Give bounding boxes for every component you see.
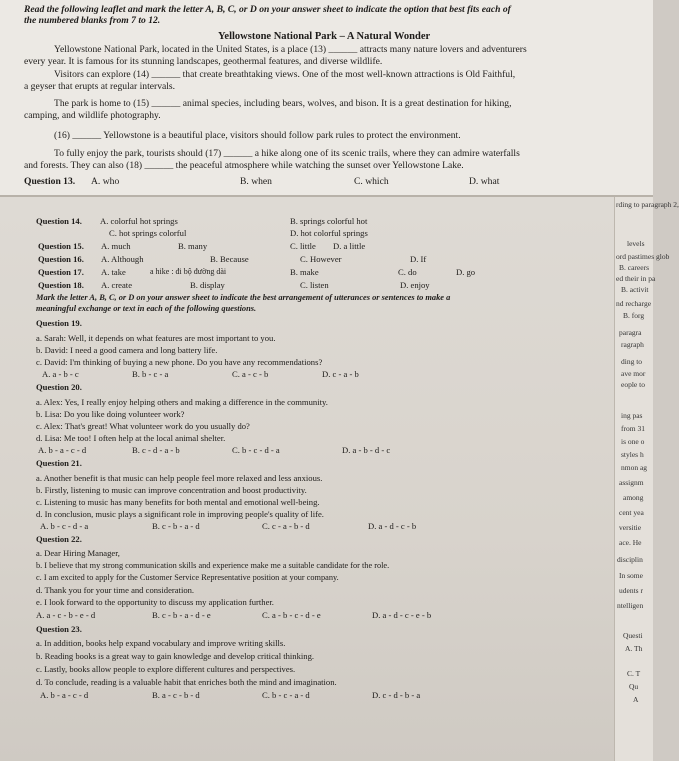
q19-line-b: b. David: I need a good camera and long battery life. (36, 345, 218, 355)
q18-label: Question 18. (38, 280, 84, 290)
q18-option-b[interactable]: B. display (190, 280, 225, 290)
questions-section (0, 197, 656, 761)
q14-option-d[interactable]: D. hot colorful springs (290, 228, 368, 238)
q19-label: Question 19. (36, 318, 82, 328)
q22-option-b[interactable]: B. c - b - a - d - e (152, 610, 211, 620)
leaflet-p1-line1: Yellowstone National Park, located in the United States, is a place (13) ______ attracts many nature lovers and adventurers (54, 44, 527, 55)
q15-option-b[interactable]: B. many (178, 241, 208, 251)
leaflet-p5-line2: and forests. They can also (18) ______ the peaceful atmosphere while watching the sunset over Yellowstone Lake. (24, 160, 464, 171)
q17-handwritten-note: a hike : đi bộ đường dài (150, 267, 227, 276)
edge-fragment: is one o (621, 437, 645, 446)
next-page-edge (614, 197, 679, 761)
q21-option-d[interactable]: D. a - d - c - b (368, 521, 417, 531)
q20-line-d: d. Lisa: Me too! I often help at the local animal shelter. (36, 433, 226, 443)
edge-fragment: Questi (623, 631, 643, 640)
q22-line-a: a. Dear Hiring Manager, (36, 548, 120, 558)
q20-option-d[interactable]: D. a - b - d - c (342, 445, 391, 455)
q20-option-c[interactable]: C. b - c - d - a (232, 445, 280, 455)
q20-line-a: a. Alex: Yes, I really enjoy helping others and making a difference in the community. (36, 397, 328, 407)
leaflet-p3-line1: The park is home to (15) ______ animal species, including bears, wolves, and bison. It is a great destination for hiking, (54, 98, 512, 109)
q17-label: Question 17. (38, 267, 84, 277)
q23-label: Question 23. (36, 624, 82, 634)
q22-option-a[interactable]: A. a - c - b - e - d (36, 610, 96, 620)
edge-fragment: versitie (619, 523, 642, 532)
q17-option-a[interactable]: A. take (101, 267, 126, 277)
q22-label: Question 22. (36, 534, 82, 544)
q18-option-d[interactable]: D. enjoy (400, 280, 430, 290)
q20-line-c: c. Alex: That's great! What volunteer work do you usually do? (36, 421, 250, 431)
q23-line-a: a. In addition, books help expand vocabulary and improve writing skills. (36, 638, 286, 648)
q13-option-a[interactable]: A. who (91, 176, 120, 187)
leaflet-p1-line2: every year. It is famous for its stunning landscapes, geothermal features, and diverse wildlife. (24, 56, 383, 67)
q16-option-d[interactable]: D. If (410, 254, 427, 264)
edge-fragment: levels (627, 239, 645, 248)
edge-fragment: assignm (619, 478, 644, 487)
q21-option-b[interactable]: B. c - b - a - d (152, 521, 200, 531)
q17-option-c[interactable]: C. do (398, 267, 417, 277)
leaflet-p2-line2: a geyser that erupts at regular intervals. (24, 81, 176, 92)
q16-label: Question 16. (38, 254, 84, 264)
instructions2-line-2: meaningful exchange or text in each of the following questions. (36, 304, 257, 313)
leaflet-title: Yellowstone National Park – A Natural Wonder (218, 31, 431, 42)
q23-option-d[interactable]: D. c - d - b - a (372, 690, 421, 700)
instructions-line-2: the numbered blanks from 7 to 12. (24, 15, 161, 26)
q21-line-b: b. Firstly, listening to music can improve concentration and boost productivity. (36, 485, 307, 495)
q22-line-e: e. I look forward to the opportunity to discuss my application further. (36, 597, 274, 607)
leaflet-p5-line1: To fully enjoy the park, tourists should (17) ______ a hike along one of its scenic trails, where they can admire waterfalls (54, 148, 520, 159)
q16-option-b[interactable]: B. Because (210, 254, 249, 264)
q19-option-c[interactable]: C. a - c - b (232, 369, 269, 379)
q16-option-a[interactable]: A. Although (101, 254, 144, 264)
q22-option-d[interactable]: D. a - d - c - e - b (372, 610, 432, 620)
q22-line-d: d. Thank you for your time and consideration. (36, 585, 195, 595)
leaflet-section (0, 0, 653, 197)
q15-option-c[interactable]: C. little (290, 241, 316, 251)
edge-fragment: nmon ag (621, 463, 648, 472)
q17-option-d[interactable]: D. go (456, 267, 476, 277)
q23-line-d: d. To conclude, reading is a valuable habit that enriches both the mind and imagination. (36, 677, 337, 687)
instructions2-line-1: Mark the letter A, B, C, or D on your answer sheet to indicate the best arrangement of utterances or sentences to make a (36, 293, 451, 302)
q14-option-a[interactable]: A. colorful hot springs (100, 216, 178, 226)
q14-option-b[interactable]: B. springs colorful hot (290, 216, 368, 226)
q23-option-a[interactable]: A. b - a - c - d (40, 690, 89, 700)
q13-option-d[interactable]: D. what (469, 176, 500, 187)
edge-fragment: B. forg (623, 311, 645, 320)
q13-option-b[interactable]: B. when (240, 176, 272, 187)
edge-fragment: ragraph (621, 340, 644, 349)
q21-option-a[interactable]: A. b - c - d - a (40, 521, 89, 531)
q18-option-a[interactable]: A. create (101, 280, 133, 290)
edge-fragment: ace. He (619, 538, 642, 547)
q19-line-a: a. Sarah: Well, it depends on what features are most important to you. (36, 333, 276, 343)
edge-fragment: C. T (627, 669, 641, 678)
edge-fragment: from 31 (621, 424, 645, 433)
leaflet-p4-line1: (16) ______ Yellowstone is a beautiful place, visitors should follow park rules to protect the environment. (54, 130, 461, 141)
q22-line-c: c. I am excited to apply for the Customer Service Representative position at your company. (36, 573, 339, 582)
q19-option-a[interactable]: A. a - b - c (42, 369, 79, 379)
edge-fragment: A. Th (625, 644, 643, 653)
edge-fragment: ed their in pa (616, 274, 656, 283)
q21-line-d: d. In conclusion, music plays a significant role in improving people's quality of life. (36, 509, 324, 519)
edge-fragment: ntelligen (617, 601, 644, 610)
leaflet-p2-line1: Visitors can explore (14) ______ that create breathtaking views. One of the most well-known attractions is Old Faithful, (54, 69, 516, 80)
q14-label: Question 14. (36, 216, 82, 226)
q19-option-d[interactable]: D. c - a - b (322, 369, 359, 379)
q20-option-b[interactable]: B. c - d - a - b (132, 445, 180, 455)
edge-fragment: Qu (629, 682, 639, 691)
q20-option-a[interactable]: A. b - a - c - d (38, 445, 87, 455)
q13-label: Question 13. (24, 176, 76, 187)
edge-fragment: ding to (621, 357, 643, 366)
edge-fragment: paragra (619, 328, 642, 337)
q23-option-c[interactable]: C. b - c - a - d (262, 690, 310, 700)
q21-option-c[interactable]: C. c - a - b - d (262, 521, 310, 531)
q14-option-c[interactable]: C. hot springs colorful (109, 228, 187, 238)
edge-fragment: udents r (619, 586, 643, 595)
q15-label: Question 15. (38, 241, 84, 251)
edge-fragment: B. activit (621, 285, 649, 294)
q23-option-b[interactable]: B. a - c - b - d (152, 690, 200, 700)
q21-label: Question 21. (36, 458, 82, 468)
q22-line-b: b. I believe that my strong communication skills and experience make me a suitable candidate for the role. (36, 561, 390, 570)
edge-fragment: among (623, 493, 644, 502)
q21-line-a: a. Another benefit is that music can help people feel more relaxed and less anxious. (36, 473, 323, 483)
q20-line-b: b. Lisa: Do you like doing volunteer work? (36, 409, 185, 419)
edge-fragment: rding to paragraph 2, (616, 200, 679, 209)
q15-option-d[interactable]: D. a little (333, 241, 366, 251)
edge-fragment: eople to (621, 380, 645, 389)
edge-fragment: In some (619, 571, 643, 580)
q18-option-c[interactable]: C. listen (300, 280, 329, 290)
q19-line-c: c. David: I'm thinking of buying a new phone. Do you have any recommendations? (36, 357, 323, 367)
edge-fragment: B. careers (619, 263, 649, 272)
instructions-line-1: Read the following leaflet and mark the letter A, B, C, or D on your answer sheet to indicate the option that best fits each of (24, 4, 511, 15)
q16-option-c[interactable]: C. However (300, 254, 342, 264)
q23-line-c: c. Lastly, books allow people to explore different cultures and perspectives. (36, 664, 296, 674)
edge-fragment: ave mor (621, 369, 646, 378)
edge-fragment: ing pas (621, 411, 643, 420)
q15-option-a[interactable]: A. much (101, 241, 131, 251)
edge-fragment: cent yea (619, 508, 644, 517)
q19-option-b[interactable]: B. b - c - a (132, 369, 169, 379)
edge-fragment: nd recharge (616, 299, 652, 308)
q13-option-c[interactable]: C. which (354, 176, 389, 187)
edge-fragment: disciplin (617, 555, 643, 564)
q17-option-b[interactable]: B. make (290, 267, 319, 277)
edge-fragment: A (633, 695, 639, 704)
edge-fragment: styles h (621, 450, 644, 459)
leaflet-p3-line2: camping, and wildlife photography. (24, 110, 161, 121)
q23-line-b: b. Reading books is a great way to gain knowledge and develop critical thinking. (36, 651, 315, 661)
q21-line-c: c. Listening to music has many benefits for both mental and emotional well-being. (36, 497, 320, 507)
edge-fragment: ord pastimes glob (616, 252, 670, 261)
q20-label: Question 20. (36, 382, 82, 392)
q22-option-c[interactable]: C. a - b - c - d - e (262, 610, 321, 620)
